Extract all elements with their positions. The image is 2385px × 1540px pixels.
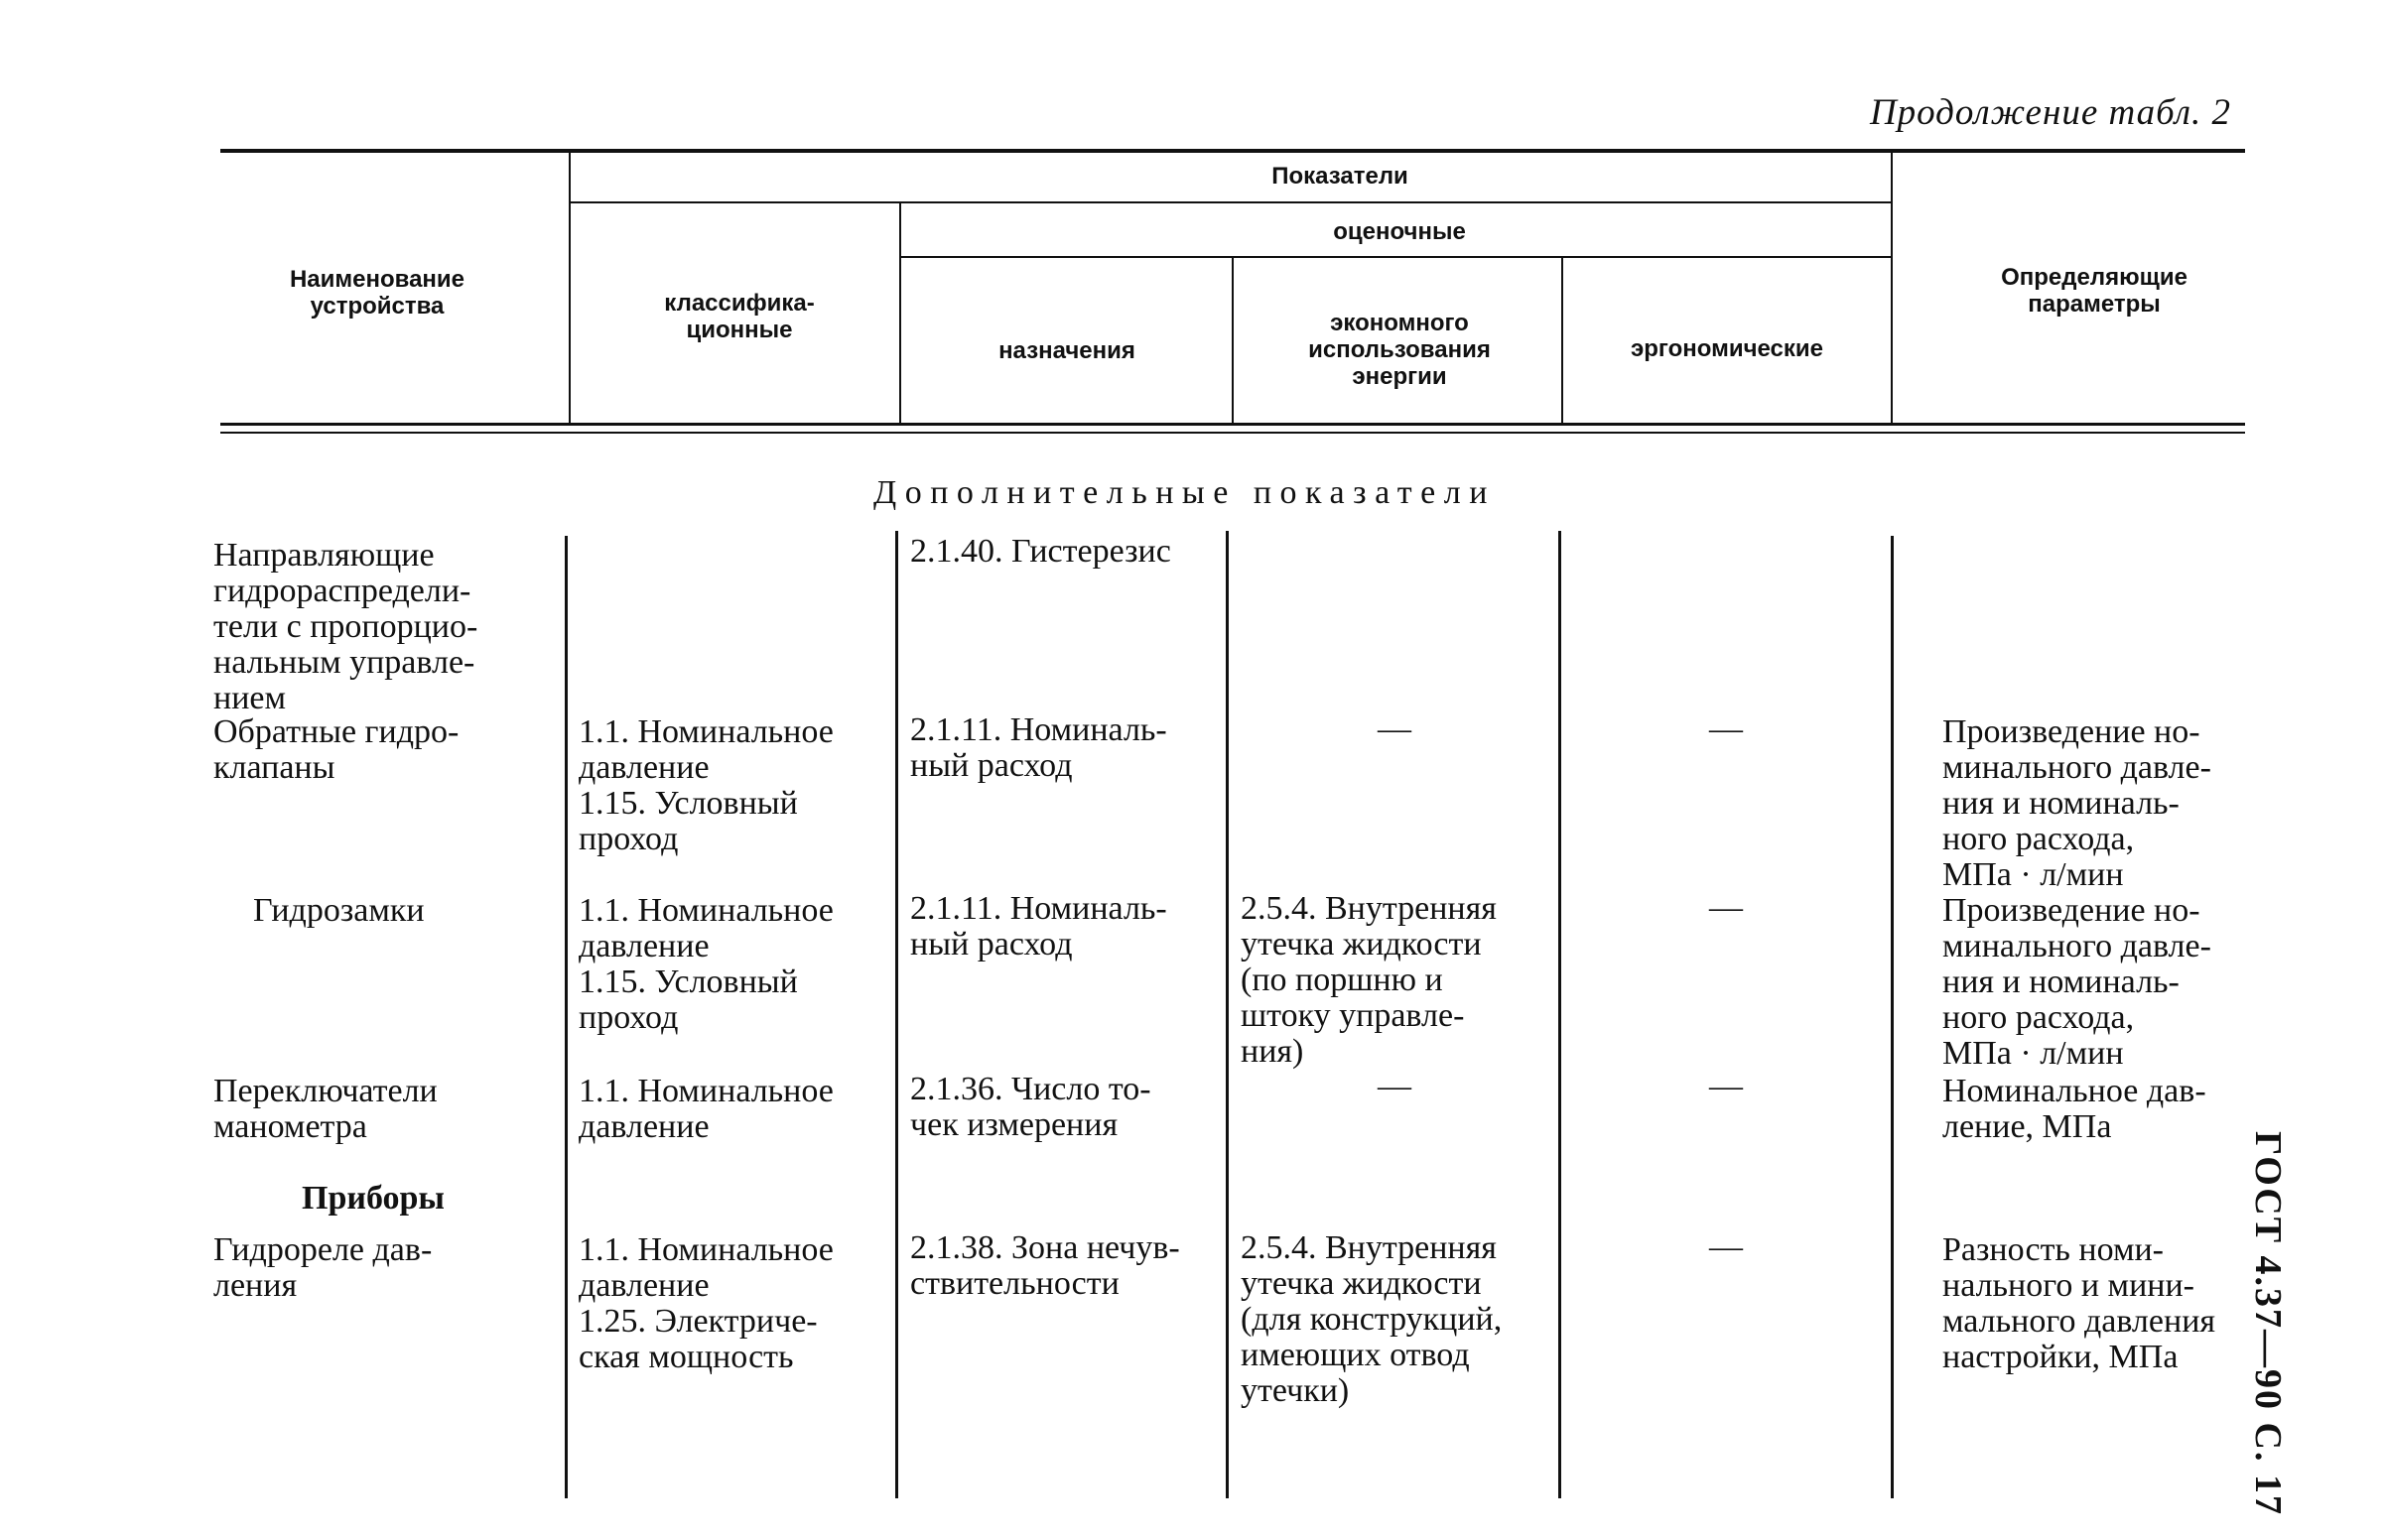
header-bottom-rule-1 [220,423,2245,426]
row4-name: Переключатели манометра [213,1073,438,1145]
header-ergonomic: эргономические [1630,335,1824,362]
row3-defining: Произведение но- минального давле- ния и номиналь- ного расхода, МПа · л/мин [1942,892,2211,1072]
header-economy: экономного использования энергии [1308,310,1491,390]
row2-purpose: 2.1.11. Номиналь- ный расход [910,711,1167,784]
body-vline-1 [565,536,568,1498]
row5-purpose: 2.1.38. Зона нечув- ствительности [910,1229,1180,1302]
row3-purpose: 2.1.11. Номиналь- ный расход [910,890,1167,962]
header-vline-3 [1232,258,1234,423]
body-vline-5 [1891,536,1894,1498]
header-bottom-rule-2 [220,432,2245,434]
row5-classification: 1.1. Номинальное давление 1.25. Электриче- ская мощность [579,1231,834,1375]
row1-purpose: 2.1.40. Гистерезис [910,533,1171,570]
standard-page-label: ГОСТ 4.37—90 С. 17 [2247,1131,2289,1516]
row4-purpose: 2.1.36. Число то- чек измерения [910,1071,1151,1143]
header-vline-2 [899,203,901,423]
section-title: Дополнительные показатели [873,474,1496,511]
row5-economy: 2.5.4. Внутренняя утечка жидкости (для конструкций, имеющих отвод утечки) [1241,1229,1503,1409]
continuation-label: Продолжение табл. 2 [1869,92,2231,133]
header-vline-5 [1891,153,1893,423]
row5-defining: Разность номи- нального и мини- мального давления настройки, МПа [1942,1231,2216,1375]
header-name: Наименование устройства [289,266,465,320]
header-indicators: Показатели [1271,163,1408,190]
row2-name: Обратные гидро- клапаны [213,713,460,786]
row2-defining: Произведение но- минального давле- ния и номиналь- ного расхода, МПа · л/мин [1942,713,2211,893]
header-vline-1 [569,153,571,423]
header-vline-4 [1561,258,1563,423]
row5-ergonomic-dash: — [1709,1228,1743,1265]
row2-classification: 1.1. Номинальное давление 1.15. Условный проход [579,713,834,857]
row4-economy-dash: — [1378,1068,1411,1104]
row4-ergonomic-dash: — [1709,1068,1743,1104]
evaluative-rule [901,256,1891,258]
header-classification: классифика-ционные [664,290,815,343]
header-defining: Определяющие параметры [2001,264,2187,318]
row1-name: Направляющие гидрораспредели- тели с пропорцио- нальным управле- нием [213,537,478,716]
row3-economy: 2.5.4. Внутренняя утечка жидкости (по поршню и штоку управле- ния) [1241,890,1497,1070]
row3-name: Гидрозамки [253,892,425,929]
top-rule [220,149,2245,153]
row2-economy-dash: — [1378,710,1411,747]
indicators-rule [571,201,1891,203]
header-purpose: назначения [998,337,1135,364]
row2-ergonomic-dash: — [1709,710,1743,747]
row5-name: Гидрореле дав- ления [213,1231,433,1304]
row3-ergonomic-dash: — [1709,889,1743,926]
row3-classification: 1.1. Номинальное давление 1.15. Условный проход [579,892,834,1036]
row4-classification: 1.1. Номинальное давление [579,1073,834,1145]
body-vline-3 [1226,531,1229,1498]
group-title-devices: Приборы [302,1180,445,1217]
header-evaluative: оценочные [1333,218,1466,245]
row4-defining: Номинальное дав- ление, МПа [1942,1073,2206,1145]
